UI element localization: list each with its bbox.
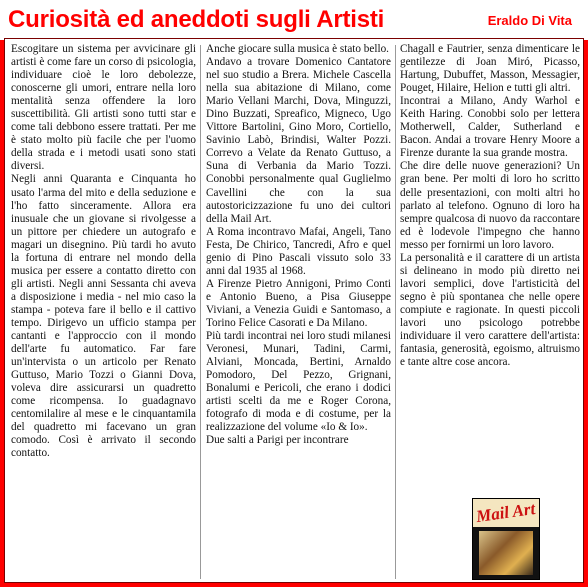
paragraph: Che dire delle nuove generazioni? Un gran bene. Per molti di loro ho scritto delle presentazioni, con molti altri ho parlato al telefono. Ognuno di loro ha sempre qualcosa di nuovo da raccontare ed è lodevole l'impegno che hanno messo per fornirmi un loro lavoro. — [400, 160, 580, 251]
paragraph: Andavo a trovare Domenico Cantatore nel suo studio a Brera. Michele Cascella nella sua abitazione di Milano, come Mario Vellani Marchi, Dova, Minguzzi, Dino Buzzati, Spreafico, Migneco, Ugo Vittore Bartolini, Gino Moro, Cortiello, Savinio Labò, Brindisi, Walter Pozzi. Correvo a Velate da Renato Guttuso, a Suna di Verbania da Mario Tozzi. Conobbi personalmente qual Guglielmo Cavellini che con la sua autostoricizzazione fu uno dei cultori della Mail Art. — [206, 56, 391, 225]
column-divider — [200, 45, 201, 579]
paragraph: Due salti a Parigi per incontrare — [206, 434, 349, 447]
article-title: Curiosità ed aneddoti sugli Artisti — [8, 6, 385, 33]
header-band — [0, 0, 588, 40]
author-name: Eraldo Di Vita — [487, 13, 572, 28]
paragraph: La personalità e il carattere di un artista si delineano in modo più diretto nei lavori semplici, dove l'artisticità del segno è più spontanea che nelle opere compiute e ragionate. In questi piccoli lavori uno psicologo potrebbe individuare il vero carattere dell'artista: fantasia, generosità, egoismo, altruismo e tante altre cose ancora. — [400, 251, 580, 369]
paragraph: Chagall e Fautrier, senza dimenticare le gentilezze di Joan Miró, Picasso, Hartung, Dubuffet, Masson, Messagier, Pouget, Hilaire, Helion e tutti gli altri. — [400, 43, 580, 95]
mail-art-logo: Mail Art — [474, 498, 537, 527]
text-column-2 — [206, 43, 391, 583]
paragraph: A Firenze Pietro Annigoni, Primo Conti e Antonio Bueno, a Pisa Giuseppe Viviani, a Venezia Guidi e Santomaso, a Torino Felice Casorati e Da Milano. — [206, 277, 391, 329]
paragraph: Anche giocare sulla musica è stato bello. — [206, 43, 389, 55]
paragraph: A Roma incontravo Mafai, Angeli, Tano Festa, De Chirico, Tancredi, Afro e quel genio di Pino Pascali vissuto solo 33 anni dal 1935 al 1968. — [206, 225, 391, 277]
paragraph: Più tardi incontrai nei loro studi milanesi Veronesi, Munari, Tadini, Carmi, Alviani, Moncada, Bertini, Arnaldo Pomodoro, Del Pezzo, Grignani, Bonalumi e Pericoli, che erano i dodici artisti scelti da me e Roger Corona, fotografo di moda e di costume, per la realizzazione del volume «Io & Io». — [206, 330, 391, 434]
mail-art-book-cover — [472, 498, 540, 580]
cover-artwork — [479, 531, 533, 575]
column-divider — [395, 45, 396, 579]
paragraph: Incontrai a Milano, Andy Warhol e Keith Haring. Conobbi solo per lettera Motherwell, Calder, Sutherland e Bacon. Andai a trovare Henry Moore a Firenze durante la sua grande mostra. — [400, 95, 580, 160]
text-column-1 — [11, 43, 196, 583]
cover-title-band — [473, 499, 539, 527]
paragraph: Escogitare un sistema per avvicinare gli artisti è come fare un corso di psicologia, individuare cioè le loro debolezze, conoscerne gli umori, entrare nella loro mentalità senza offendere la loro suscettibilità. Gli artisti sono tutti star e come tali debbono essere trattati. Per me è stato molto più facile che per l'uomo della strada e i metodi usati sono stati diversi. — [11, 43, 196, 173]
paragraph: Negli anni Quaranta e Cinquanta ho usato l'arma del mito e della seduzione e l'ho fatto sinceramente. Allora era inusuale che un giovane si rivolgesse a un pittore per chiedere un autografo e magari un disegnino. Più tardi ho avuto la fortuna di entrare nel mondo della musica per essere a contatto diretto con gli artisti. Negli anni Sessanta chi aveva a disposizione i media - nel mio caso la stampa - poteva fare il bello e il cattivo tempo. Dirigevo un ufficio stampa per cantanti e l'approccio con il mondo dell'arte fu automatico. Far fare un'intervista o un articolo per Renato Guttuso, Mario Tozzi o Gianni Dova, voleva dire assicurarsi un quadretto come ricompensa. Io guadagnavo centomilalire al mese e le cinquantamila del quadretto mi facevano un gran comodo. Così è arrivato il secondo contatto. — [11, 173, 196, 460]
